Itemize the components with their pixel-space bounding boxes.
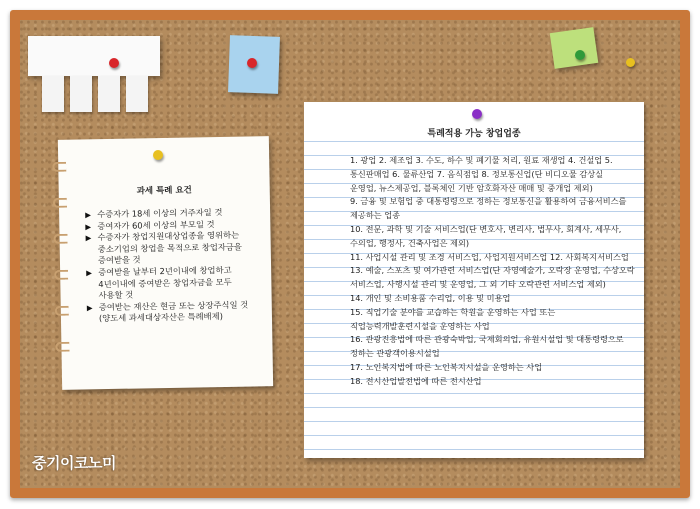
condition-item: ▶ 증여자가 60세 이상의 부모일 것 <box>85 218 265 233</box>
industry-line: 15. 직업기술 분야를 교습하는 학원을 운영하는 사업 또는 <box>350 306 556 317</box>
condition-item: ▶ 수증자가 창업지원대상업종을 영위하는 <box>85 229 265 244</box>
green-pin-icon <box>575 50 585 60</box>
tear-off-tab <box>42 76 64 112</box>
binder-ring <box>53 198 67 208</box>
industry-line: 13. 예술, 스포츠 및 여가관련 서비스업(단 자영예술가, 오락장 운영업, 수상오락 <box>350 265 635 276</box>
eligible-industries-note <box>304 102 644 458</box>
condition-item: ▶ 증여받는 재산은 현금 또는 상장주식일 것 <box>87 299 267 314</box>
yellow-pin-icon <box>626 58 635 67</box>
industry-line: 통신판매업 6. 물류산업 7. 음식점업 8. 정보통신업(단 비디오물 감상실 <box>350 168 604 179</box>
industry-line: 9. 금융 및 보험업 중 대통령령으로 정하는 정보통신을 활용하여 금융서비스를 <box>350 196 627 207</box>
binder-ring <box>52 162 66 172</box>
industry-line: 운영업, 뉴스제공업, 블록체인 기반 암호화자산 매매 및 중개업 제외) <box>350 182 593 193</box>
binder-ring <box>55 306 69 316</box>
red-pin-icon <box>247 58 257 68</box>
tear-off-tab <box>126 76 148 112</box>
conditions-list <box>85 206 267 325</box>
binder-ring <box>53 234 67 244</box>
industry-line: 14. 개인 및 소비용품 수리업, 이용 및 미용업 <box>350 292 511 303</box>
industry-line: 제공하는 업종 <box>350 210 401 221</box>
condition-item-cont: 증여받을 것 <box>97 254 141 266</box>
binder-ring <box>54 270 68 280</box>
tear-off-tab <box>70 76 92 112</box>
condition-item-cont: 4년이내에 증여받은 창업자금을 모두 <box>98 276 232 289</box>
green-sticky-note <box>550 27 599 69</box>
conditions-title: 과세 특례 요건 <box>136 185 192 197</box>
tear-off-note <box>28 36 160 76</box>
tear-off-tab <box>98 76 120 112</box>
condition-item-cont: 사용할 것 <box>98 289 134 301</box>
industry-line: 10. 전문, 과학 및 기술 서비스업(단 변호사, 변리사, 법무사, 회계사, 세무사, <box>350 223 622 234</box>
industry-line: 직업능력개발훈련시설을 운영하는 사업 <box>350 320 490 331</box>
industries-title: 특례적용 가능 창업업종 <box>304 126 644 139</box>
tear-off-tabs <box>40 76 168 114</box>
industries-list <box>350 154 638 389</box>
industry-line: 정하는 관광객이용시설업 <box>350 348 440 359</box>
industry-line: 17. 노인복지법에 따른 노인복지시설을 운영하는 사업 <box>350 361 543 372</box>
condition-item: ▶ 수증자가 18세 이상의 거주자일 것 <box>85 206 265 221</box>
brand-watermark: 중기이코노미 <box>32 454 116 472</box>
condition-item: ▶ 증여받을 날부터 2년이내에 창업하고 <box>86 264 266 279</box>
condition-item-cont: (양도세 과세대상자산은 특례배제) <box>98 311 223 324</box>
purple-pin-icon <box>472 109 482 119</box>
tax-conditions-note <box>58 136 273 390</box>
industry-line: 1. 광업 2. 제조업 3. 수도, 하수 및 폐기물 처리, 원료 재생업 4. 건설업 5. <box>350 155 613 165</box>
industry-line: 18. 전시산업발전법에 따른 전시산업 <box>350 375 482 386</box>
condition-item-cont: 중소기업의 창업을 목적으로 창업자금을 <box>97 241 242 254</box>
red-pin-icon <box>109 58 119 68</box>
binder-ring <box>55 342 69 352</box>
industry-line: 16. 관광진흥법에 따른 관광숙박업, 국제회의업, 유원시설업 및 대통령령으로 <box>350 334 624 345</box>
yellow-pin-icon <box>153 150 163 160</box>
industry-line: 11. 사업시설 관리 및 조경 서비스업, 사업지원서비스업 12. 사회복지서비스업 <box>350 251 629 262</box>
industry-line: 수의업, 행정사, 건축사업은 제외) <box>350 237 470 248</box>
industry-line: 서비스업, 사행시설 관리 및 운영업, 그 외 기타 오락관련 서비스업 제외) <box>350 279 606 290</box>
